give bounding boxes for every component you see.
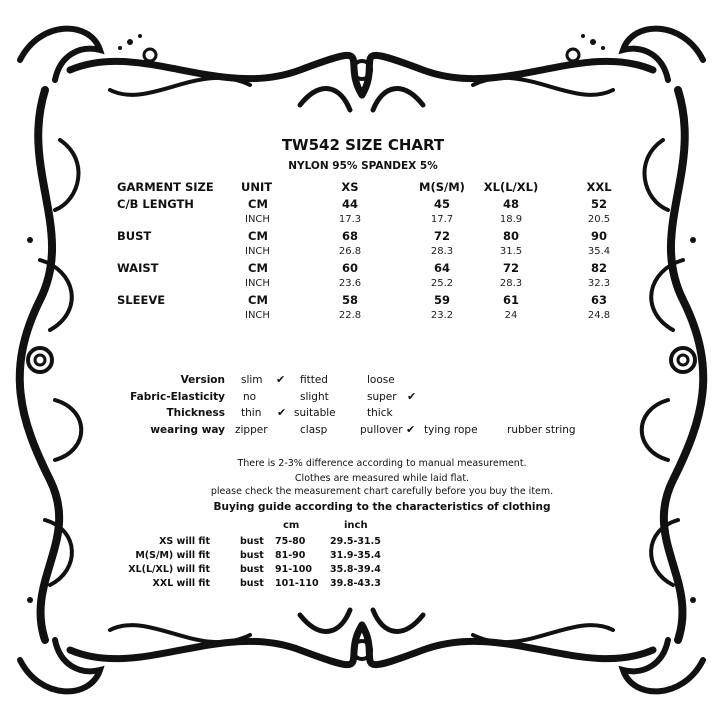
attr-option: pullover	[360, 424, 403, 436]
guide-part: bust	[240, 564, 264, 575]
attr-option: zipper	[235, 424, 268, 436]
guide-row-label: XXL will fit	[152, 578, 210, 589]
guide-header-inch: inch	[344, 520, 368, 531]
unit-cm: CM	[248, 293, 268, 307]
attr-option: suitable	[294, 407, 336, 419]
cell-inch: 23.2	[430, 310, 454, 321]
cell-inch: 22.8	[338, 310, 362, 321]
guide-row-label: M(S/M) will fit	[135, 550, 210, 561]
attr-label-thickness: Thickness	[166, 407, 225, 419]
cell-inch: 32.3	[587, 278, 611, 289]
unit-inch: INCH	[245, 214, 270, 225]
cell-inch: 25.2	[430, 278, 454, 289]
attr-option: slight	[300, 391, 329, 403]
attr-option: fitted	[300, 374, 328, 386]
attr-label-version: Version	[180, 374, 225, 386]
guide-inch: 35.8-39.4	[330, 564, 381, 575]
cell-inch: 20.5	[587, 214, 611, 225]
row-label-bust: BUST	[117, 229, 152, 243]
cell-cm: 60	[341, 261, 358, 275]
cell-inch: 17.7	[430, 214, 454, 225]
cell-inch: 23.6	[338, 278, 362, 289]
cell-cm: 90	[590, 229, 607, 243]
header-garment-size: GARMENT SIZE	[117, 180, 214, 194]
guide-part: bust	[240, 578, 264, 589]
header-xs: XS	[341, 180, 359, 194]
cell-cm: 68	[341, 229, 358, 243]
header-unit: UNIT	[241, 180, 273, 194]
guide-header-cm: cm	[283, 520, 300, 531]
attr-option: clasp	[300, 424, 328, 436]
cell-cm: 80	[502, 229, 519, 243]
cell-inch: 31.5	[499, 246, 523, 257]
guide-row-label: XL(L/XL) will fit	[128, 564, 210, 575]
buying-guide-title: Buying guide according to the characteristics of clothing	[213, 501, 551, 513]
attr-option: thick	[367, 407, 393, 419]
check-icon: ✔	[277, 406, 287, 419]
cell-cm: 58	[341, 293, 358, 307]
material-composition: NYLON 95% SPANDEX 5%	[288, 160, 438, 172]
attr-label-fabric-elasticity: Fabric-Elasticity	[130, 391, 225, 403]
guide-inch: 29.5-31.5	[330, 536, 381, 547]
guide-cm: 101-110	[275, 578, 319, 589]
guide-row-label: XS will fit	[159, 536, 210, 547]
guide-part: bust	[240, 550, 264, 561]
page-title: TW542 SIZE CHART	[281, 136, 445, 154]
cell-cm: 72	[433, 229, 450, 243]
cell-cm: 59	[433, 293, 450, 307]
note-line: Clothes are measured while laid flat.	[294, 473, 470, 484]
header-xxl: XXL	[586, 180, 612, 194]
cell-cm: 72	[502, 261, 519, 275]
cell-cm: 52	[590, 197, 607, 211]
attr-label-wearing-way: wearing way	[150, 424, 225, 436]
unit-cm: CM	[248, 229, 268, 243]
unit-inch: INCH	[245, 246, 270, 257]
cell-inch: 35.4	[587, 246, 611, 257]
cell-cm: 45	[433, 197, 450, 211]
guide-cm: 81-90	[275, 550, 306, 561]
attr-option: thin	[241, 407, 262, 419]
cell-inch: 24.8	[587, 310, 611, 321]
cell-inch: 28.3	[499, 278, 523, 289]
attr-option: rubber string	[507, 424, 576, 436]
note-line: There is 2-3% difference according to manual measurement.	[237, 458, 527, 469]
cell-cm: 44	[341, 197, 358, 211]
cell-inch: 18.9	[499, 214, 523, 225]
cell-cm: 61	[502, 293, 519, 307]
attr-option: loose	[367, 374, 395, 386]
cell-cm: 48	[502, 197, 519, 211]
attr-option: tying rope	[424, 424, 478, 436]
check-icon: ✔	[406, 423, 416, 436]
attr-option: slim	[241, 374, 263, 386]
guide-inch: 31.9-35.4	[330, 550, 381, 561]
attr-option: super	[367, 391, 397, 403]
row-label-cb-length: C/B LENGTH	[117, 197, 194, 211]
cell-cm: 82	[590, 261, 607, 275]
header-m: M(S/M)	[419, 180, 465, 194]
check-icon: ✔	[276, 373, 286, 386]
cell-inch: 26.8	[338, 246, 362, 257]
note-line: please check the measurement chart carefully before you buy the item.	[210, 486, 554, 497]
guide-cm: 75-80	[275, 536, 306, 547]
header-xl: XL(L/XL)	[483, 180, 539, 194]
unit-cm: CM	[248, 197, 268, 211]
cell-cm: 63	[590, 293, 607, 307]
guide-cm: 91-100	[275, 564, 312, 575]
attr-option: no	[243, 391, 257, 403]
unit-inch: INCH	[245, 278, 270, 289]
row-label-waist: WAIST	[117, 261, 159, 275]
check-icon: ✔	[407, 390, 417, 403]
unit-inch: INCH	[245, 310, 270, 321]
guide-inch: 39.8-43.3	[330, 578, 381, 589]
cell-inch: 24	[504, 310, 518, 321]
guide-part: bust	[240, 536, 264, 547]
cell-inch: 17.3	[338, 214, 362, 225]
cell-inch: 28.3	[430, 246, 454, 257]
row-label-sleeve: SLEEVE	[117, 293, 166, 307]
cell-cm: 64	[433, 261, 450, 275]
unit-cm: CM	[248, 261, 268, 275]
